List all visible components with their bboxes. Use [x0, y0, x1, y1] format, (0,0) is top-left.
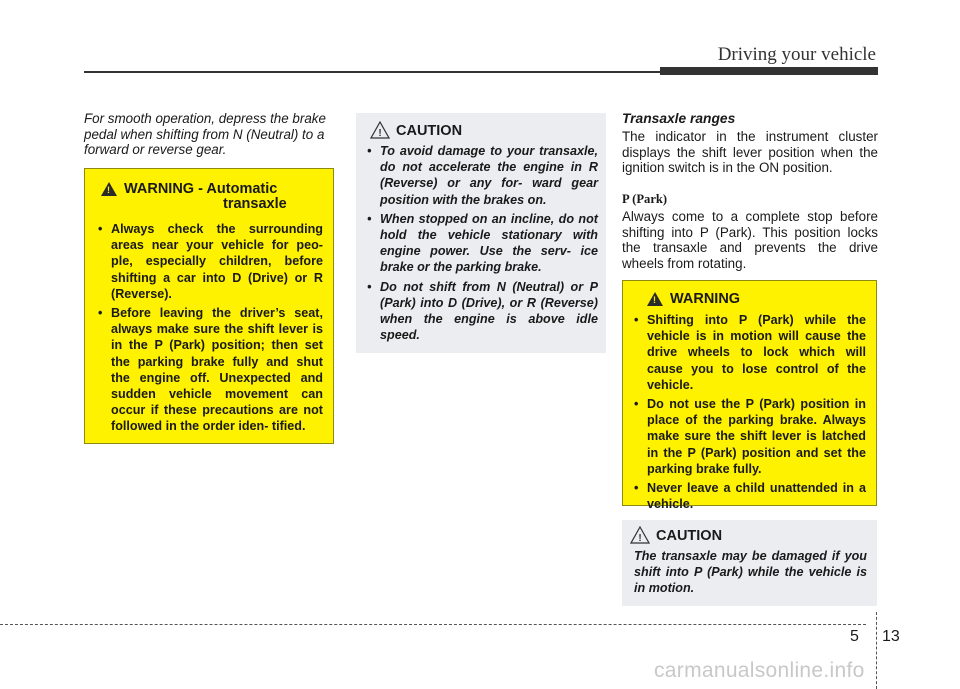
caution-heading: [370, 123, 598, 139]
warning-list: [97, 221, 323, 435]
caution-title: CAUTION: [396, 123, 463, 139]
section-title: Driving your vehicle: [717, 44, 876, 65]
warning-heading: [101, 181, 323, 197]
list-item: • Always check the surrounding areas near your vehicle for peo- ple, especially children, before shifting a car into D (Drive) or R (Reverse).: [97, 221, 323, 302]
intro-paragraph: For smooth operation, depress the brake pedal when shifting from N (Neutral) to a forward or reverse gear.: [84, 111, 326, 157]
caution-list: [366, 143, 598, 343]
warning-triangle-icon: [647, 292, 663, 306]
svg-text:!: !: [378, 128, 382, 139]
header-rule-thick: [660, 67, 878, 75]
warning-automatic-transaxle-box: [84, 168, 334, 444]
warning-title: WARNING - Automatic: [124, 181, 278, 197]
transaxle-ranges-heading: Transaxle ranges: [622, 111, 736, 126]
page-number: 13: [882, 628, 900, 645]
list-item: • Never leave a child unattended in a vehicle.: [633, 480, 866, 512]
caution-triangle-icon: [370, 121, 390, 139]
list-item: • Before leaving the driver’s seat, always make sure the shift lever is in the P (Park) position; then set the parking brake fully and shut the engine off. Unexpected and sudden vehicle movement can occur if these precautions are not followed in the order iden- tified.: [97, 305, 323, 435]
svg-text:!: !: [638, 533, 642, 544]
caution-box-shifting: [356, 113, 606, 353]
list-item: • Do not shift from N (Neutral) or P (Park) into D (Drive), or R (Reverse) when the engine is above idle speed.: [366, 279, 598, 344]
caution-box-park: [622, 520, 877, 606]
footer-divider: [876, 612, 877, 689]
transaxle-ranges-paragraph: The indicator in the instrument cluster displays the shift lever position when the ignition switch is in the ON position.: [622, 129, 878, 176]
warning-subtitle: transaxle: [223, 196, 287, 212]
list-item: • Shifting into P (Park) while the vehicle is in motion will cause the drive wheels to lock which will cause you to lose control of the vehicle.: [633, 312, 866, 393]
warning-heading: [647, 291, 866, 307]
warning-title: WARNING: [670, 291, 741, 307]
warning-triangle-icon: [101, 182, 117, 196]
header-rule: [84, 71, 660, 73]
warning-park-box: [622, 280, 877, 512]
caution-triangle-icon: [630, 526, 650, 544]
chapter-number: 5: [850, 628, 859, 645]
warning-list: [633, 312, 866, 512]
caution-text: The transaxle may be damaged if you shift into P (Park) while the vehicle is in motion.: [634, 549, 867, 595]
park-paragraph: Always come to a complete stop before shifting into P (Park). This position locks the transaxle and prevents the drive wheels from rotating.: [622, 209, 878, 271]
caution-title: CAUTION: [656, 528, 723, 544]
watermark: carmanualsonline.info: [654, 659, 865, 682]
list-item: • Do not use the P (Park) position in place of the parking brake. Always make sure the shift lever is latched in the P (Park) position and set the parking brake fully.: [633, 396, 866, 477]
list-item: • To avoid damage to your transaxle, do not accelerate the engine in R (Reverse) or any for- ward gear position with the brakes on.: [366, 143, 598, 208]
footer-rule: [0, 624, 866, 625]
list-item: • When stopped on an incline, do not hold the vehicle stationary with engine power. Use the serv- ice brake or the parking brake.: [366, 211, 598, 276]
park-heading: P (Park): [622, 192, 668, 206]
caution-heading: [630, 528, 867, 544]
